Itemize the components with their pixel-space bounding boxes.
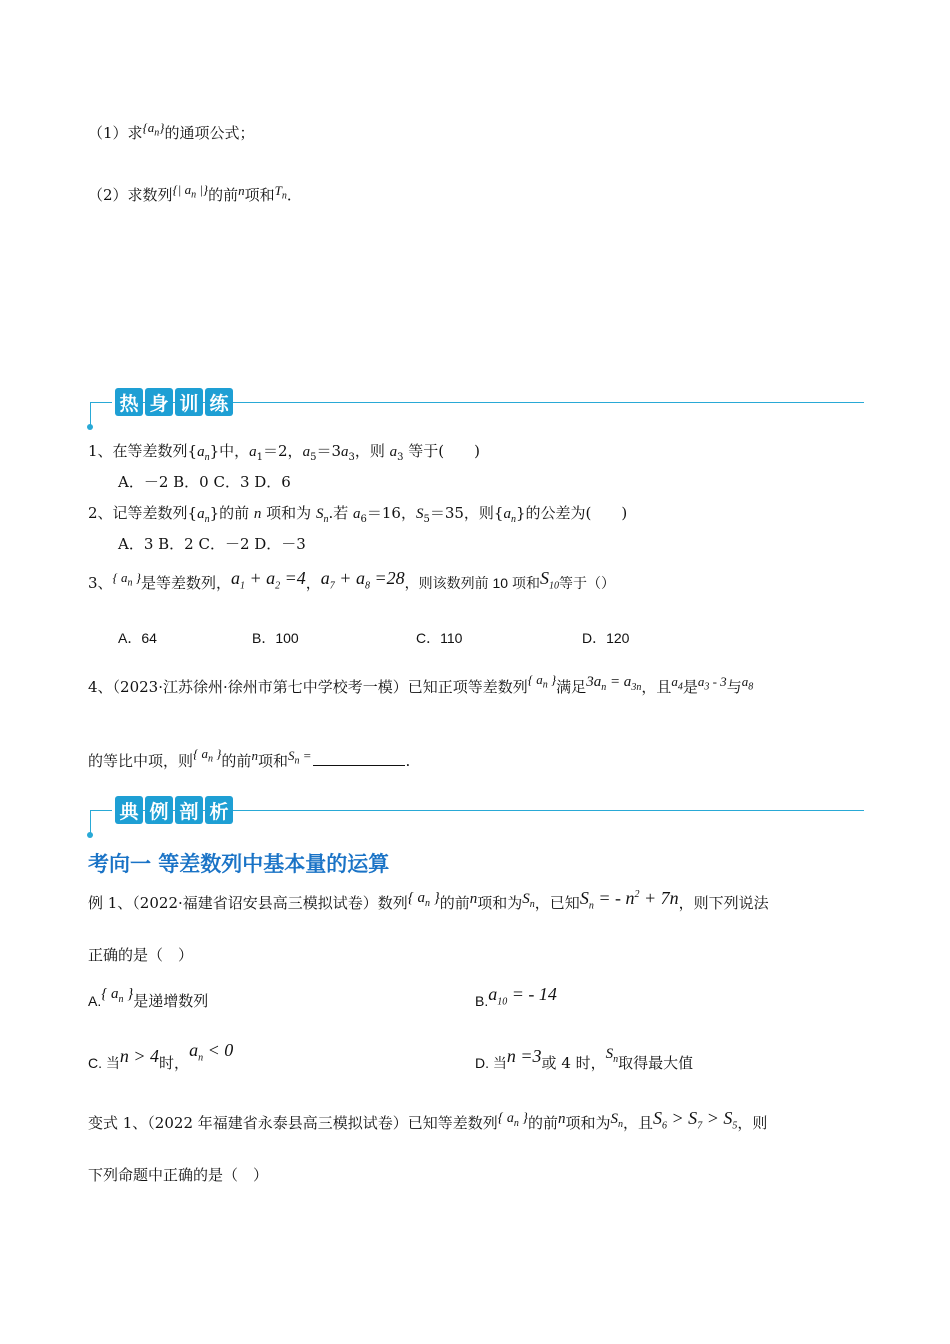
ex1-eq-tail: + 7n bbox=[639, 888, 679, 908]
optC-eq: < 0 bbox=[203, 1040, 234, 1060]
p4-l2-text-c: 项和 bbox=[257, 752, 288, 770]
p4-text-a: （2023·江苏徐州·徐州市第七中学校考一模）已知正项等差数列 bbox=[112, 678, 528, 696]
p4-seq-sub: n bbox=[542, 679, 548, 691]
banner-dot bbox=[87, 424, 93, 430]
p4-text-e: 与 bbox=[726, 678, 742, 696]
p1-a3b: a bbox=[389, 444, 398, 460]
banner-char: 练 bbox=[205, 388, 233, 416]
ex1-text-d: ，已知 bbox=[534, 894, 580, 912]
banner-char: 训 bbox=[175, 388, 203, 416]
q1-seq-sub: n bbox=[154, 127, 160, 139]
banner-char: 剖 bbox=[175, 796, 203, 824]
ex1-text-c: 项和为 bbox=[477, 894, 523, 912]
q2-seq-end: |} bbox=[196, 182, 209, 197]
p2-text-a: 记等差数列{ bbox=[112, 504, 198, 522]
example-banner-title bbox=[115, 796, 233, 824]
p4-a4-sub: 4 bbox=[677, 681, 683, 693]
q1-suffix: 的通项公式； bbox=[164, 124, 255, 142]
section-heading: 考向一 等差数列中基本量的运算 bbox=[88, 852, 390, 876]
p4-l2-text-a: 的等比中项，则 bbox=[88, 752, 194, 770]
p4-eq-sub2: 3n bbox=[631, 682, 642, 693]
ex1-option-d bbox=[475, 1046, 694, 1075]
example-1 bbox=[88, 888, 769, 916]
optA-text: 是递增数列 bbox=[133, 992, 209, 1010]
p3-eq2-mid: + a bbox=[334, 568, 365, 588]
p3-seq: { a bbox=[112, 570, 128, 585]
p4-l2-end: . bbox=[405, 752, 411, 770]
ex1-text-e: ，则下列说法 bbox=[678, 894, 769, 912]
v1-text-c: 项和为 bbox=[565, 1114, 611, 1132]
p2-text-f: ＝35，则{ bbox=[429, 504, 504, 522]
p2-S: S bbox=[315, 506, 324, 522]
ex1-option-a bbox=[88, 986, 209, 1013]
optB-sub: 10 bbox=[497, 996, 508, 1008]
ex1-seq-end: } bbox=[430, 890, 440, 906]
v1-n: n bbox=[558, 1111, 566, 1127]
sub-question-2 bbox=[88, 184, 302, 207]
p4-a4: a bbox=[671, 674, 678, 689]
p2-options: A．3 B．2 C．－2 D．－3 bbox=[118, 535, 306, 553]
ex1-option-c bbox=[88, 1040, 234, 1076]
v1-text-d: ，且 bbox=[623, 1114, 654, 1132]
p4-eq-mid: = a bbox=[606, 674, 632, 690]
q2-end: ． bbox=[286, 186, 302, 204]
p1-a3: a bbox=[340, 444, 349, 460]
optA-seq-end: } bbox=[123, 986, 134, 1002]
p4-l2-seq: { a bbox=[193, 746, 208, 761]
p2-S5-sub: 5 bbox=[423, 514, 430, 525]
p3-eq2-end: =28 bbox=[369, 568, 405, 588]
optA-label: A. bbox=[88, 993, 102, 1009]
banner-bracket-top bbox=[90, 402, 112, 403]
p3-seq-end: } bbox=[132, 570, 141, 585]
p4-a3-tail: - 3 bbox=[709, 674, 727, 689]
p2-text-g: }的公差为( ) bbox=[515, 504, 628, 522]
warmup-problem-4-line2 bbox=[88, 746, 411, 773]
optD-label: D. 当 bbox=[475, 1055, 507, 1071]
ex1-eq-S-sub: n bbox=[588, 900, 594, 912]
optD-n: n =3 bbox=[506, 1046, 542, 1066]
v1-S5-sub: 5 bbox=[732, 1120, 738, 1132]
optB-eq: = - 14 bbox=[507, 984, 557, 1004]
answer-blank[interactable] bbox=[313, 765, 405, 766]
ex1-option-b bbox=[475, 984, 557, 1014]
ex1-eq-S: S bbox=[579, 888, 589, 908]
warmup-problem-4 bbox=[88, 672, 754, 699]
ex1-seq-sub: n bbox=[425, 898, 431, 909]
p2-an2: a bbox=[503, 506, 511, 522]
warmup-banner bbox=[88, 388, 864, 428]
v1-seq-sub: n bbox=[513, 1117, 519, 1129]
banner-bracket-top bbox=[90, 810, 112, 811]
sub-question-1 bbox=[88, 122, 254, 145]
p2-text-d: .若 bbox=[328, 504, 353, 522]
p3-option-d: D．120 bbox=[582, 630, 630, 646]
p3-text-b: ，则该数列前 10 项和 bbox=[404, 575, 540, 591]
banner-char: 析 bbox=[205, 796, 233, 824]
p3-eq2-s1: 7 bbox=[329, 580, 335, 592]
optD-text: 或 4 时， bbox=[541, 1054, 606, 1072]
optC-n: n > 4 bbox=[119, 1046, 160, 1066]
v1-S6: S bbox=[653, 1108, 663, 1128]
warmup-problem-1 bbox=[88, 440, 480, 463]
p3-option-c: C．110 bbox=[416, 630, 463, 646]
warmup-problem-2 bbox=[88, 502, 627, 525]
p4-text-b: 满足 bbox=[556, 678, 587, 696]
p1-a5: a bbox=[302, 444, 311, 460]
p3-eq2: a bbox=[320, 568, 330, 588]
optD-text2: 取得最大值 bbox=[618, 1054, 694, 1072]
ex1-S-sub: n bbox=[529, 899, 535, 910]
p2-S5: S bbox=[415, 506, 424, 522]
banner-char: 典 bbox=[115, 796, 143, 824]
q1-seq-end: } bbox=[159, 120, 165, 135]
q2-seq: {| a bbox=[172, 182, 192, 197]
banner-char: 例 bbox=[145, 796, 173, 824]
q2-prefix: （2）求数列 bbox=[88, 186, 173, 204]
p4-l2-eq: = bbox=[299, 748, 312, 763]
problem-number: 4、 bbox=[88, 678, 113, 696]
q2-n: n bbox=[238, 183, 245, 198]
p1-a5-sub: 5 bbox=[310, 452, 317, 463]
p3-eq1-end: =4 bbox=[280, 568, 306, 588]
p1-a1-sub: 1 bbox=[256, 452, 264, 463]
problem-number: 1、 bbox=[88, 442, 113, 460]
p3-comma: ， bbox=[305, 574, 321, 592]
q2-seq-sub: n bbox=[191, 189, 197, 201]
problem-number: 2、 bbox=[88, 504, 113, 522]
warmup-banner-title bbox=[115, 388, 233, 416]
q2-mid: 的前 bbox=[208, 186, 239, 204]
optB-a: a bbox=[488, 984, 498, 1004]
p1-options: A．－2 B．0 C．3 D．6 bbox=[118, 473, 291, 491]
v1-S-sub: n bbox=[618, 1119, 624, 1130]
q1-prefix: （1）求 bbox=[88, 124, 143, 142]
p4-seq-end: } bbox=[547, 672, 557, 687]
p3-option-b: B．100 bbox=[252, 630, 299, 646]
q2-T: T bbox=[274, 183, 282, 198]
p1-a1: a bbox=[249, 444, 257, 460]
ex1-n: n bbox=[469, 891, 478, 907]
p3-S-sub: 10 bbox=[548, 580, 559, 592]
p1-text-f: 等于( ) bbox=[403, 442, 480, 460]
optD-sub: n bbox=[613, 1054, 619, 1065]
warmup-problem-3 bbox=[88, 568, 615, 596]
v1-line2: 下列命题中正确的是（ ） bbox=[88, 1166, 269, 1184]
v1-S7-sub: 7 bbox=[697, 1120, 703, 1132]
p4-eq: 3a bbox=[586, 674, 602, 690]
p2-an2-sub: n bbox=[510, 514, 516, 525]
v1-seq-end: } bbox=[518, 1111, 528, 1126]
ex1-text-b: 的前 bbox=[439, 894, 470, 912]
p1-a3-sub: 3 bbox=[348, 452, 355, 463]
p1-text-e: ，则 bbox=[354, 442, 390, 460]
ex1-eq: = - n bbox=[593, 888, 635, 908]
p3-eq2-s2: 8 bbox=[364, 580, 370, 592]
ex1-S: S bbox=[522, 891, 530, 907]
optC-text: 时， bbox=[159, 1054, 190, 1072]
p1-text-a: 在等差数列{ bbox=[112, 442, 198, 460]
optA-sub: n bbox=[118, 994, 124, 1005]
q2-mid2: 项和 bbox=[244, 186, 275, 204]
ex1-line2: 正确的是（ ） bbox=[88, 946, 194, 964]
p2-a6-sub: 6 bbox=[360, 514, 367, 525]
optC-label: C. 当 bbox=[88, 1055, 120, 1071]
q1-seq: {a bbox=[142, 120, 155, 135]
p3-text-c: 等于（） bbox=[558, 575, 615, 591]
p1-an-sub: n bbox=[204, 452, 210, 463]
p4-l2-seq-sub: n bbox=[207, 753, 213, 765]
p4-a8-sub: 8 bbox=[748, 681, 754, 693]
p4-a3-sub: 3 bbox=[704, 681, 710, 693]
optB-label: B. bbox=[475, 993, 489, 1009]
v1-gt2: > S bbox=[702, 1108, 733, 1128]
p4-eq-sub: n bbox=[601, 682, 607, 693]
p3-eq1-s1: 1 bbox=[239, 580, 245, 592]
p3-eq1-mid: + a bbox=[244, 568, 276, 588]
p1-text-b: }中， bbox=[209, 442, 250, 460]
p4-l2-seq-end: } bbox=[212, 746, 222, 761]
example-banner bbox=[88, 796, 864, 836]
p2-an-sub: n bbox=[204, 514, 210, 525]
optD-S: S bbox=[605, 1046, 614, 1062]
p4-text-c: ，且 bbox=[641, 678, 672, 696]
p4-a8: a bbox=[741, 674, 749, 689]
p2-text-e: ＝16， bbox=[366, 504, 416, 522]
ex1-eq-sup: 2 bbox=[634, 889, 640, 900]
banner-char: 热 bbox=[115, 388, 143, 416]
p2-text-c: 项和为 bbox=[261, 504, 316, 522]
v1-seq: { a bbox=[497, 1111, 514, 1126]
optC-sub: n bbox=[198, 1052, 204, 1064]
p2-n: n bbox=[253, 506, 262, 522]
p3-text-a: 是等差数列， bbox=[140, 574, 231, 592]
p4-l2-S-sub: n bbox=[294, 755, 300, 767]
banner-char: 身 bbox=[145, 388, 173, 416]
ex1-seq: { a bbox=[407, 890, 426, 906]
variant-1 bbox=[88, 1108, 768, 1136]
p1-text-d: ＝3 bbox=[316, 442, 341, 460]
v1-text-a: 变式 1、（2022 年福建省永泰县高三模拟试卷）已知等差数列 bbox=[88, 1114, 498, 1132]
p1-an: a bbox=[197, 444, 205, 460]
p3-option-a: A．64 bbox=[118, 630, 157, 646]
v1-gt1: > S bbox=[667, 1108, 698, 1128]
p4-text-d: 是 bbox=[682, 678, 698, 696]
p3-eq1-s2: 2 bbox=[275, 580, 281, 592]
p4-seq: { a bbox=[527, 672, 543, 687]
p3-S: S bbox=[539, 568, 549, 588]
q2-T-sub: n bbox=[281, 190, 287, 202]
p4-a3: a bbox=[697, 674, 705, 689]
p2-S-sub: n bbox=[323, 514, 329, 525]
v1-text-e: ，则 bbox=[737, 1114, 768, 1132]
p2-an: a bbox=[197, 506, 205, 522]
p4-l2-text-b: 的前 bbox=[221, 752, 252, 770]
p4-l2-n: n bbox=[251, 748, 258, 763]
optC-a: a bbox=[189, 1040, 199, 1060]
p2-text-b: }的前 bbox=[209, 504, 254, 522]
banner-dot bbox=[87, 832, 93, 838]
v1-S: S bbox=[610, 1111, 619, 1127]
p4-l2-S: S bbox=[287, 748, 295, 763]
v1-S6-sub: 6 bbox=[662, 1120, 668, 1132]
p1-a3b-sub: 3 bbox=[397, 452, 404, 463]
optA-seq: { a bbox=[101, 986, 119, 1002]
p3-seq-sub: n bbox=[127, 577, 133, 589]
problem-number: 3、 bbox=[88, 574, 113, 592]
p1-text-c: ＝2， bbox=[263, 442, 303, 460]
p3-eq1: a bbox=[230, 568, 240, 588]
v1-text-b: 的前 bbox=[527, 1114, 558, 1132]
p2-a6: a bbox=[353, 506, 361, 522]
ex1-text-a: 例 1、（2022·福建省诏安县高三模拟试卷）数列 bbox=[88, 894, 408, 912]
